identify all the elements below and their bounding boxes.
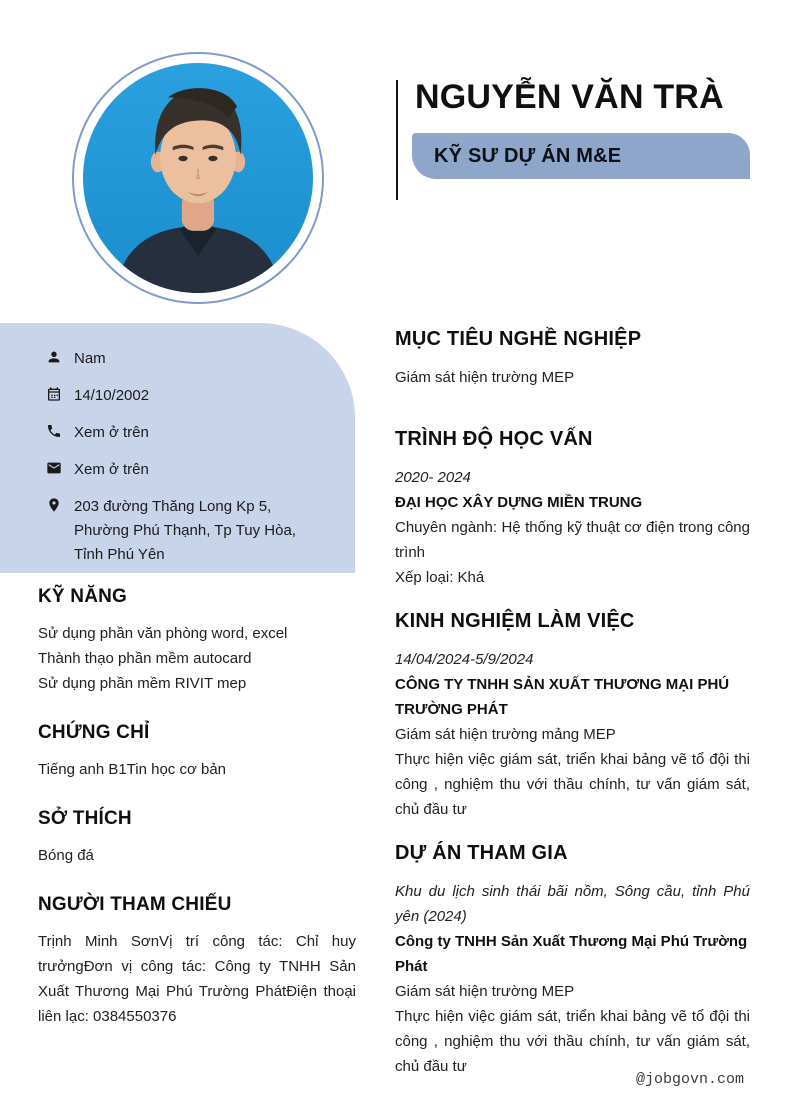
section-skills bbox=[38, 586, 356, 696]
calendar-icon bbox=[46, 386, 62, 402]
phone-icon bbox=[46, 423, 62, 439]
candidate-name: NGUYỄN VĂN TRÀ bbox=[415, 78, 724, 116]
section-education bbox=[395, 428, 750, 590]
experience-period: 14/04/2024-5/9/2024 bbox=[395, 651, 534, 668]
skills-heading: KỸ NĂNG bbox=[38, 586, 128, 607]
birthdate-value: 14/10/2002 bbox=[74, 387, 150, 404]
gender-value: Nam bbox=[74, 350, 106, 367]
email-value: Xem ở trên bbox=[74, 461, 149, 478]
project-name: Khu du lịch sinh thái bãi nồm, Sông cầu, tỉnh Phú yên (2024) bbox=[395, 883, 750, 925]
section-hobbies bbox=[38, 808, 356, 868]
projects-heading: DỰ ÁN THAM GIA bbox=[395, 842, 568, 864]
education-grade: Xếp loại: Khá bbox=[395, 569, 485, 586]
project-role: Giám sát hiện trường MEP bbox=[395, 983, 575, 1000]
skill-item: Sử dụng phần văn phòng word, excel bbox=[38, 625, 288, 642]
right-column bbox=[395, 328, 750, 1079]
section-projects bbox=[395, 842, 750, 1079]
job-title-banner bbox=[412, 133, 750, 179]
location-icon bbox=[46, 497, 62, 513]
skill-item: Sử dụng phần mềm RIVIT mep bbox=[38, 675, 247, 692]
header bbox=[396, 78, 750, 179]
hobby-item: Bóng đá bbox=[38, 847, 94, 864]
experience-role: Giám sát hiện trường mảng MEP bbox=[395, 726, 616, 743]
left-column bbox=[38, 586, 356, 1029]
education-school: ĐẠI HỌC XÂY DỰNG MIỀN TRUNG bbox=[395, 494, 643, 511]
section-objective bbox=[395, 328, 750, 390]
contact-row-gender bbox=[46, 347, 329, 371]
objective-heading: MỤC TIÊU NGHỀ NGHIỆP bbox=[395, 328, 642, 350]
education-major: Chuyên ngành: Hệ thống kỹ thuật cơ điện trong công trình bbox=[395, 519, 750, 561]
contact-row-email bbox=[46, 458, 329, 482]
phone-value: Xem ở trên bbox=[74, 424, 149, 441]
skill-item: Thành thạo phần mềm autocard bbox=[38, 650, 252, 667]
project-description: Thực hiện việc giám sát, triển khai bảng vẽ tổ đội thi công , nghiệm thu với thầu chính, tư vấn giám sát, chủ đầu tư bbox=[395, 1008, 750, 1075]
contact-info-box bbox=[0, 323, 355, 573]
certificates-heading: CHỨNG CHỈ bbox=[38, 722, 150, 743]
references-text: Trịnh Minh SơnVị trí công tác: Chỉ huy trưởngĐơn vị công tác: Công ty TNHH Sản Xuất Thương Mại Phú Trường PhátĐiện thoại liên lạc: 0384550376 bbox=[38, 933, 356, 1025]
experience-description: Thực hiện việc giám sát, triển khai bảng vẽ tổ đội thi công , nghiệm thu với thầu chính, tư vấn giám sát, chủ đầu tư bbox=[395, 751, 750, 818]
person-icon bbox=[46, 349, 62, 365]
section-references bbox=[38, 894, 356, 1029]
education-period: 2020- 2024 bbox=[395, 469, 471, 486]
contact-row-birthdate bbox=[46, 384, 329, 408]
email-icon bbox=[46, 460, 62, 476]
objective-text: Giám sát hiện trường MEP bbox=[395, 369, 575, 386]
profile-photo bbox=[83, 63, 313, 293]
contact-row-phone bbox=[46, 421, 329, 445]
experience-heading: KINH NGHIỆM LÀM VIỆC bbox=[395, 610, 635, 632]
contact-row-address bbox=[46, 495, 329, 567]
project-company: Công ty TNHH Sản Xuất Thương Mại Phú Trường Phát bbox=[395, 933, 748, 975]
section-certificates bbox=[38, 722, 356, 782]
header-accent-rule bbox=[396, 80, 398, 200]
profile-photo-frame bbox=[72, 52, 324, 304]
hobbies-heading: SỞ THÍCH bbox=[38, 808, 132, 829]
experience-company: CÔNG TY TNHH SẢN XUẤT THƯƠNG MẠI PHÚ TRƯỜNG PHÁT bbox=[395, 676, 730, 718]
address-value: 203 đường Thăng Long Kp 5, Phường Phú Thạnh, Tp Tuy Hòa, Tỉnh Phú Yên bbox=[74, 498, 296, 563]
references-heading: NGƯỜI THAM CHIẾU bbox=[38, 894, 232, 915]
section-experience bbox=[395, 610, 750, 822]
job-title: KỸ SƯ DỰ ÁN M&E bbox=[434, 144, 622, 167]
certificate-item: Tiếng anh B1Tin học cơ bản bbox=[38, 761, 227, 778]
education-heading: TRÌNH ĐỘ HỌC VẤN bbox=[395, 428, 593, 450]
site-watermark: @jobgovn.com bbox=[636, 1071, 745, 1088]
